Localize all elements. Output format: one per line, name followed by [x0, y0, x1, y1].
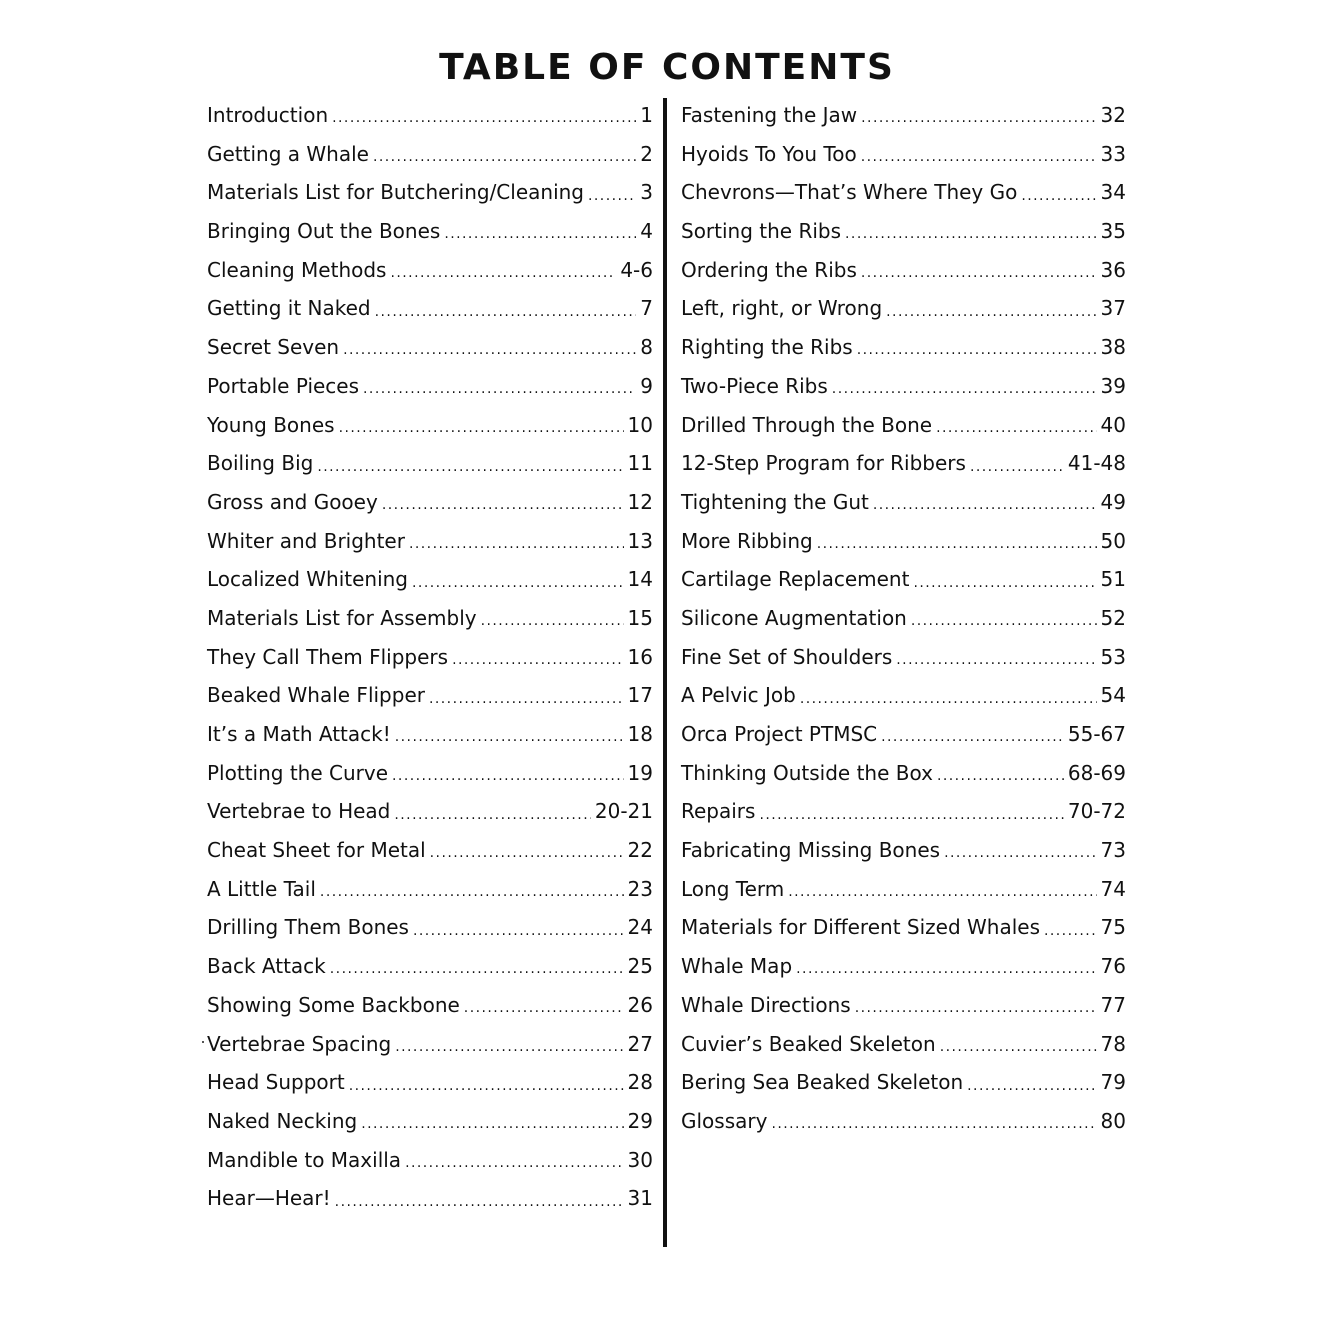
toc-entry-title: Whale Map: [681, 954, 793, 979]
toc-entry-title: Orca Project PTMSC: [681, 722, 878, 746]
toc-entry: [681, 908, 1126, 947]
dot-leader: [375, 299, 637, 319]
toc-entry: [207, 1179, 653, 1218]
toc-entry-page: 76: [1100, 954, 1126, 979]
toc-entry: [681, 173, 1126, 212]
dot-leader: [395, 724, 624, 744]
toc-entry-title: Mandible to Maxilla: [207, 1147, 402, 1172]
toc-entry-title: Hyoids To You Too: [681, 141, 857, 166]
toc-entry-page: 28: [627, 1070, 653, 1095]
toc-entry-title: Thinking Outside the Box: [681, 760, 933, 785]
dot-leader: [796, 956, 1096, 976]
toc-entry-title: Vertebrae to Head: [207, 799, 391, 824]
toc-entry-title: Introduction: [207, 103, 329, 127]
dot-leader: [861, 260, 1097, 280]
toc-entry-page: 49: [1100, 489, 1126, 514]
dot-leader: [405, 1150, 623, 1170]
toc-entry-page: 33: [1100, 141, 1126, 166]
dot-leader: [855, 995, 1097, 1015]
dot-leader: [349, 1073, 624, 1093]
toc-entry-page: 17: [627, 683, 653, 708]
toc-entry-title: Long Term: [681, 876, 785, 901]
toc-entry-title: More Ribbing: [681, 528, 813, 553]
toc-entry-page: 32: [1100, 103, 1126, 127]
toc-entry: [681, 638, 1126, 677]
toc-entry-page: 19: [627, 760, 653, 785]
toc-entry-title: Silicone Augmentation: [681, 605, 907, 630]
toc-entry: [207, 1141, 653, 1180]
toc-entry: [681, 792, 1126, 831]
toc-entry-title: Ordering the Ribs: [681, 257, 857, 282]
toc-entry-page: 74: [1100, 876, 1126, 901]
toc-entry-page: 24: [627, 915, 653, 940]
dot-leader: [373, 144, 636, 164]
toc-entry: [207, 406, 653, 445]
toc-entry: [681, 560, 1126, 599]
toc-entry-page: 4: [640, 219, 653, 244]
toc-entry-title: Secret Seven: [207, 335, 340, 360]
toc-entry: [207, 251, 653, 290]
toc-entry: [207, 96, 653, 135]
toc-entry-page: 20-21: [594, 799, 653, 824]
dot-leader: [832, 376, 1097, 396]
dot-leader: [588, 183, 636, 203]
dot-leader: [788, 879, 1096, 899]
dot-leader: [395, 1034, 623, 1054]
toc-entry-title: Left, right, or Wrong: [681, 296, 883, 321]
toc-entry: [207, 792, 653, 831]
toc-entry: [681, 483, 1126, 522]
toc-entry: [681, 1025, 1126, 1064]
toc-entry: [681, 212, 1126, 251]
toc-entry-page: 37: [1100, 296, 1126, 321]
toc-entry-title: Whale Directions: [681, 992, 851, 1017]
dot-leader: [881, 724, 1064, 744]
toc-entry-title: Localized Whitening: [207, 567, 409, 592]
dot-leader: [886, 299, 1096, 319]
toc-entry-page: 25: [627, 954, 653, 979]
toc-entry-page: 55-67: [1067, 722, 1126, 746]
dot-leader: [857, 337, 1097, 357]
toc-entry-page: 52: [1100, 605, 1126, 630]
toc-entry: [681, 96, 1126, 135]
toc-entry: [681, 715, 1126, 754]
toc-entry-page: 79: [1100, 1070, 1126, 1095]
dot-leader: [759, 802, 1063, 822]
dot-leader: [320, 879, 624, 899]
toc-entry: [681, 599, 1126, 638]
page-title: TABLE OF CONTENTS: [439, 47, 895, 88]
toc-entry-title: Repairs: [681, 799, 756, 824]
dot-leader: [361, 1111, 623, 1131]
dot-leader: [944, 840, 1096, 860]
toc-right-column: [681, 96, 1126, 1141]
toc-entry-title: Naked Necking: [207, 1108, 358, 1133]
toc-entry-page: 8: [640, 335, 653, 360]
toc-entry-title: Plotting the Curve: [207, 760, 389, 785]
toc-entry-page: 80: [1100, 1108, 1126, 1133]
toc-entry: [207, 135, 653, 174]
toc-entry-page: 39: [1100, 373, 1126, 398]
dot-leader: [343, 337, 636, 357]
toc-entry-page: 18: [627, 722, 653, 746]
dot-leader: [330, 956, 624, 976]
toc-entry: [207, 173, 653, 212]
dot-leader: [970, 454, 1064, 474]
toc-entry-page: 16: [627, 644, 653, 669]
dot-leader: [861, 105, 1096, 125]
dot-leader: [412, 570, 624, 590]
toc-entry-title: Fine Set of Shoulders: [681, 644, 893, 669]
toc-entry-title: Getting it Naked: [207, 296, 371, 321]
toc-entry-title: It’s a Math Attack!: [207, 722, 391, 746]
toc-entry: [681, 870, 1126, 909]
toc-entry-page: 75: [1100, 915, 1126, 940]
toc-entry-page: 77: [1100, 992, 1126, 1017]
toc-entry: [207, 1102, 653, 1141]
toc-entry-title: Glossary: [681, 1108, 768, 1133]
dot-leader: [861, 144, 1097, 164]
dot-leader: [967, 1073, 1096, 1093]
toc-entry-title: Portable Pieces: [207, 373, 360, 398]
toc-entry-title: Righting the Ribs: [681, 335, 853, 360]
toc-entry-page: 14: [627, 567, 653, 592]
dot-leader: [936, 415, 1096, 435]
toc-entry-page: 7: [640, 296, 653, 321]
dot-leader: [940, 1034, 1097, 1054]
toc-entry-page: 51: [1100, 567, 1126, 592]
toc-entry: [207, 560, 653, 599]
toc-entry-page: 3: [640, 180, 653, 205]
toc-entry: [681, 522, 1126, 561]
toc-entry-title: Showing Some Backbone: [207, 992, 460, 1017]
dot-leader: [339, 415, 624, 435]
toc-entry-title: Drilled Through the Bone: [681, 412, 933, 437]
toc-entry-title: Two-Piece Ribs: [681, 373, 828, 398]
toc-entry-title: Back Attack: [207, 954, 326, 979]
toc-entry: [207, 1025, 653, 1064]
toc-entry: [681, 444, 1126, 483]
toc-entry: [681, 676, 1126, 715]
toc-entry-title: Young Bones: [207, 412, 335, 437]
toc-entry: [207, 947, 653, 986]
dot-leader: [873, 492, 1097, 512]
toc-entry: [681, 986, 1126, 1025]
toc-entry-title: 12-Step Program for Ribbers: [681, 451, 966, 476]
toc-entry: [207, 870, 653, 909]
dot-leader: [1044, 918, 1097, 938]
toc-entry-page: 23: [627, 876, 653, 901]
toc-entry-title: Whiter and Brighter: [207, 528, 405, 553]
toc-entry-title: Gross and Gooey: [207, 489, 378, 514]
toc-entry-title: Vertebrae Spacing: [207, 1031, 392, 1056]
toc-entry-page: 9: [640, 373, 653, 398]
dot-leader: [452, 647, 623, 667]
toc-entry: [207, 831, 653, 870]
dot-leader: [464, 995, 624, 1015]
toc-entry-title: Materials List for Assembly: [207, 605, 477, 630]
column-divider: [663, 98, 667, 1247]
toc-entry: [207, 715, 653, 754]
dot-leader: [937, 763, 1064, 783]
dot-leader: [392, 763, 624, 783]
toc-entry-page: 27: [627, 1031, 653, 1056]
toc-entry-title: Hear—Hear!: [207, 1186, 331, 1211]
toc-entry-page: 41-48: [1067, 451, 1126, 476]
toc-entry-title: Head Support: [207, 1070, 345, 1095]
toc-entry: [681, 1102, 1126, 1141]
dot-leader: [317, 454, 623, 474]
dot-leader: [896, 647, 1096, 667]
dot-leader: [409, 531, 624, 551]
toc-entry-title: Tightening the Gut: [681, 489, 869, 514]
dot-leader: [444, 221, 636, 241]
toc-entry-page: 2: [640, 141, 653, 166]
toc-entry: [681, 328, 1126, 367]
toc-entry-title: A Little Tail: [207, 876, 316, 901]
toc-entry: [207, 212, 653, 251]
toc-entry-title: A Pelvic Job: [681, 683, 796, 708]
toc-entry: [681, 406, 1126, 445]
toc-entry-title: Fastening the Jaw: [681, 103, 858, 127]
dot-leader: [771, 1111, 1096, 1131]
toc-entry-page: 13: [627, 528, 653, 553]
toc-entry-title: Drilling Them Bones: [207, 915, 409, 940]
dot-leader: [363, 376, 636, 396]
dot-leader: [845, 221, 1097, 241]
toc-entry: [207, 444, 653, 483]
toc-entry-page: 40: [1100, 412, 1126, 437]
dot-leader: [817, 531, 1097, 551]
toc-entry: [681, 251, 1126, 290]
toc-entry: [207, 754, 653, 793]
toc-entry-title: Cartilage Replacement: [681, 567, 910, 592]
dot-leader: [394, 802, 591, 822]
toc-entry-title: Boiling Big: [207, 451, 314, 476]
dot-leader: [430, 840, 624, 860]
toc-entry-page: 12: [627, 489, 653, 514]
toc-entry-title: Cleaning Methods: [207, 257, 387, 282]
toc-entry-title: They Call Them Flippers: [207, 644, 449, 669]
toc-entry-page: 38: [1100, 335, 1126, 360]
toc-entry-title: Materials for Different Sized Whales: [681, 915, 1040, 940]
dot-leader: [390, 260, 616, 280]
toc-entry: [207, 599, 653, 638]
toc-entry-title: Bringing Out the Bones: [207, 219, 441, 244]
toc-entry-title: Materials List for Butchering/Cleaning: [207, 180, 584, 205]
toc-entry-page: 29: [627, 1108, 653, 1133]
toc-entry: [681, 1063, 1126, 1102]
dot-leader: [800, 686, 1097, 706]
toc-entry: [681, 135, 1126, 174]
toc-entry: [207, 676, 653, 715]
toc-entry: [681, 289, 1126, 328]
toc-entry-title: Fabricating Missing Bones: [681, 838, 941, 863]
dot-leader: [413, 918, 624, 938]
toc-entry-page: 15: [627, 605, 653, 630]
toc-entry: [207, 522, 653, 561]
toc-entry-page: 35: [1100, 219, 1126, 244]
toc-entry-page: 73: [1100, 838, 1126, 863]
toc-entry-page: 22: [627, 838, 653, 863]
toc-entry-page: 68-69: [1067, 760, 1126, 785]
toc-entry-page: 30: [627, 1147, 653, 1172]
toc-entry-page: 10: [627, 412, 653, 437]
dot-leader: [481, 608, 624, 628]
toc-entry: [207, 483, 653, 522]
toc-entry: [207, 328, 653, 367]
toc-entry-title: Beaked Whale Flipper: [207, 683, 425, 708]
toc-entry-page: 70-72: [1067, 799, 1126, 824]
toc-entry-title: Cuvier’s Beaked Skeleton: [681, 1031, 936, 1056]
toc-entry-page: 34: [1100, 180, 1126, 205]
toc-entry-page: 36: [1100, 257, 1126, 282]
toc-entry: [681, 947, 1126, 986]
toc-entry-page: 4-6: [620, 257, 653, 282]
toc-entry: [681, 367, 1126, 406]
toc-entry: [207, 1063, 653, 1102]
dot-leader: [335, 1189, 624, 1209]
dot-leader: [913, 570, 1096, 590]
toc-entry-page: 53: [1100, 644, 1126, 669]
toc-entry-page: 78: [1100, 1031, 1126, 1056]
toc-entry-title: Sorting the Ribs: [681, 219, 842, 244]
scan-speck: [202, 1041, 204, 1043]
toc-entry-title: Bering Sea Beaked Skeleton: [681, 1070, 964, 1095]
toc-entry: [207, 638, 653, 677]
toc-entry-page: 31: [627, 1186, 653, 1211]
toc-entry-page: 11: [627, 451, 653, 476]
toc-entry-title: Getting a Whale: [207, 141, 369, 166]
toc-entry: [681, 831, 1126, 870]
toc-entry-title: Chevrons—That’s Where They Go: [681, 180, 1018, 205]
toc-entry: [207, 367, 653, 406]
dot-leader: [1021, 183, 1096, 203]
toc-entry: [681, 754, 1126, 793]
toc-entry-page: 1: [640, 103, 653, 127]
dot-leader: [382, 492, 624, 512]
dot-leader: [911, 608, 1097, 628]
dot-leader: [332, 105, 636, 125]
toc-entry: [207, 908, 653, 947]
toc-entry: [207, 986, 653, 1025]
toc-entry-title: Cheat Sheet for Metal: [207, 838, 426, 863]
toc-entry: [207, 289, 653, 328]
toc-entry-page: 50: [1100, 528, 1126, 553]
toc-entry-page: 26: [627, 992, 653, 1017]
toc-entry-page: 54: [1100, 683, 1126, 708]
toc-left-column: [207, 96, 653, 1218]
dot-leader: [429, 686, 624, 706]
